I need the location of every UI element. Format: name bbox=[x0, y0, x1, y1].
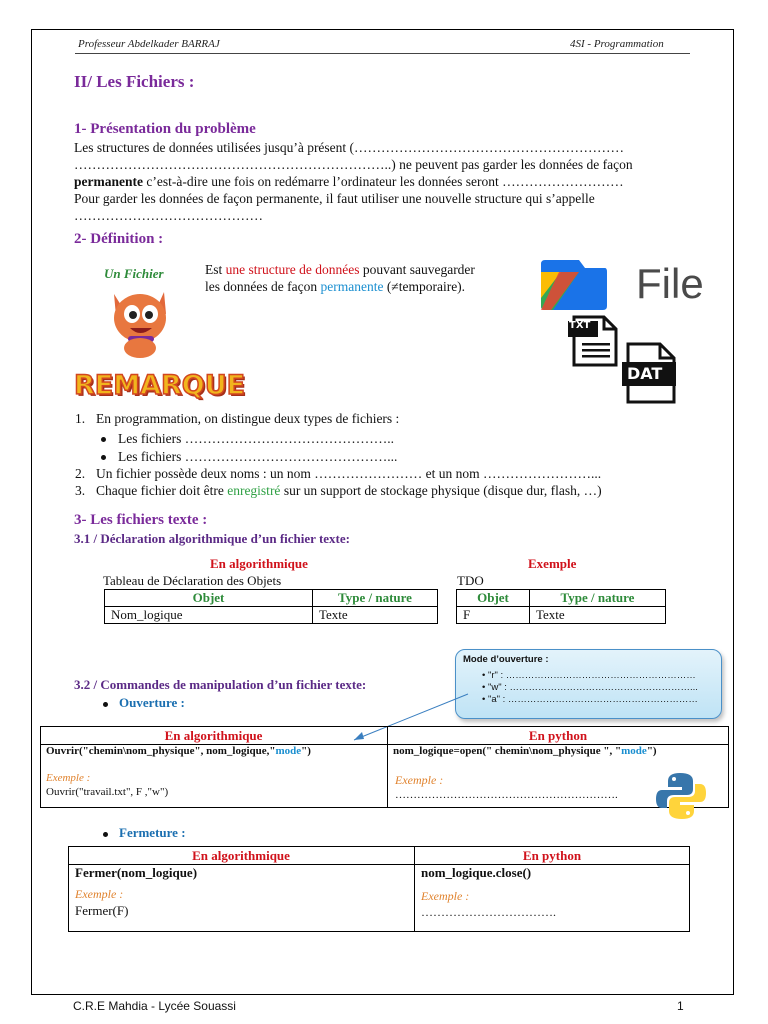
def-end: (≠temporaire). bbox=[383, 279, 466, 294]
bullet-dot bbox=[103, 702, 108, 707]
mode-w: • "w" : …………………………………………………... bbox=[482, 682, 698, 693]
open-py-code bbox=[393, 745, 657, 757]
mode-a-text: "a" : …………………………………………………… bbox=[487, 694, 698, 705]
algo-heading: En algorithmique bbox=[210, 556, 308, 571]
open-algo-post: ") bbox=[301, 745, 311, 757]
close-head-python: En python bbox=[522, 848, 582, 863]
section-title: II/ Les Fichiers : bbox=[74, 72, 195, 91]
tdo-table-example bbox=[456, 589, 666, 624]
s2-title: 2- Définition : bbox=[74, 231, 164, 247]
remark-num-1: 1. bbox=[75, 411, 86, 426]
col-type: Type / nature bbox=[313, 590, 438, 607]
open-py-example: ……………………………………………………. bbox=[395, 789, 618, 801]
col-obj: Objet bbox=[105, 590, 313, 607]
remark-num-2: 2. bbox=[75, 466, 86, 481]
col-obj: Objet bbox=[457, 590, 530, 607]
s1-line-4: Pour garder les données de façon permanente, il faut utiliser une nouvelle structure qui s’appelle bbox=[74, 191, 595, 206]
tdo-long-label: Tableau de Déclaration des Objets bbox=[103, 573, 282, 588]
close-algo-example-label: Exemple : bbox=[75, 887, 124, 901]
cell-type: Texte bbox=[530, 607, 666, 624]
open-head-algo: En algorithmique bbox=[164, 728, 263, 743]
ouverture-label: Ouverture : bbox=[119, 695, 185, 710]
close-py-example: ……………………………. bbox=[421, 905, 556, 919]
files-app-icon bbox=[539, 258, 609, 312]
open-py-pre: nom_logique=open(" chemin\nom_physique ", " bbox=[393, 745, 622, 757]
s1-line-3-text: c’est-à-dire une fois on redémarre l’ordinateur les données seront ……………………… bbox=[142, 174, 624, 189]
open-algo-example-label: Exemple : bbox=[46, 772, 91, 784]
remark-sub-2: Les fichiers ………………………………………... bbox=[118, 449, 398, 464]
bullet-dot bbox=[101, 437, 106, 442]
col-type: Type / nature bbox=[530, 590, 666, 607]
remark-item-1: En programmation, on distingue deux types de fichiers : bbox=[96, 411, 400, 426]
open-algo-mode: mode bbox=[275, 745, 302, 757]
open-py-example-label: Exemple : bbox=[395, 773, 444, 787]
example-heading: Exemple bbox=[528, 556, 577, 571]
cell-type: Texte bbox=[313, 607, 438, 624]
remarque-title: REMARQUE bbox=[74, 370, 246, 401]
s1-bold: permanente bbox=[74, 174, 143, 189]
txt-label: TXT bbox=[569, 320, 591, 331]
bullet-dot bbox=[103, 832, 108, 837]
mascot-image bbox=[104, 282, 176, 360]
remark-3-pre: Chaque fichier doit être bbox=[96, 483, 228, 498]
s1-line-5: …………………………………… bbox=[74, 208, 263, 223]
tdo-table-algo bbox=[104, 589, 438, 624]
remark-item-2: Un fichier possède deux noms : un nom …………………… et un nom ……………………... bbox=[96, 466, 602, 481]
mode-title: Mode d’ouverture : bbox=[463, 654, 549, 665]
remark-item-3 bbox=[96, 482, 602, 499]
definition-text bbox=[205, 261, 535, 295]
def-mid: pouvant sauvegarder bbox=[359, 262, 475, 277]
open-py-mode: mode bbox=[621, 745, 647, 757]
header-course: 4SI - Programmation bbox=[570, 38, 664, 50]
mode-ouverture-callout bbox=[455, 649, 722, 719]
tdo-short-label: TDO bbox=[457, 573, 484, 588]
close-algo-example: Fermer(F) bbox=[75, 903, 129, 918]
open-py-post: ") bbox=[646, 745, 657, 757]
s1-line-3 bbox=[74, 173, 696, 190]
close-algo-code: Fermer(nom_logique) bbox=[75, 865, 198, 880]
remark-sub-1: Les fichiers ……………………………………….. bbox=[118, 431, 394, 446]
s1-title: 1- Présentation du problème bbox=[74, 121, 256, 137]
s32-title: 3.2 / Commandes de manipulation d’un fichier texte: bbox=[74, 677, 367, 692]
header-divider bbox=[75, 53, 690, 54]
s1-paragraph bbox=[74, 139, 696, 224]
file-word-icon: File bbox=[636, 260, 704, 307]
def-l2-pre: les données de façon bbox=[205, 279, 321, 294]
s1-line-1: Les structures de données utilisées jusqu’à présent (…………………………………………………… bbox=[74, 140, 625, 155]
open-algo-code bbox=[46, 745, 311, 757]
cell-obj: F bbox=[457, 607, 530, 624]
close-head-algo: En algorithmique bbox=[192, 848, 290, 863]
def-pre: Est bbox=[205, 262, 226, 277]
def-red: une structure de données bbox=[225, 262, 360, 277]
definition-line-2 bbox=[205, 278, 535, 295]
mode-r-text: "r" : …………………………………………………… bbox=[487, 670, 696, 681]
bullet-dot bbox=[101, 455, 106, 460]
close-py-example-label: Exemple : bbox=[421, 889, 470, 903]
mode-r: • "r" : …………………………………………………… bbox=[482, 670, 696, 681]
s3-title: 3- Les fichiers texte : bbox=[74, 512, 208, 528]
s31-title: 3.1 / Déclaration algorithmique d’un fichier texte: bbox=[74, 531, 350, 546]
remark-num-3: 3. bbox=[75, 483, 86, 498]
remark-3-post: sur un support de stockage physique (disque dur, flash, …) bbox=[280, 483, 602, 498]
def-blue: permanente bbox=[320, 279, 384, 294]
dat-label: DAT bbox=[627, 364, 663, 383]
mode-w-text: "w" : …………………………………………………... bbox=[487, 682, 698, 693]
close-py-code: nom_logique.close() bbox=[421, 865, 532, 880]
header-author: Professeur Abdelkader BARRAJ bbox=[78, 38, 220, 50]
open-head-python: En python bbox=[528, 728, 588, 743]
fermeture-label: Fermeture : bbox=[119, 825, 186, 840]
mascot-label: Un Fichier bbox=[104, 266, 164, 281]
page-number: 1 bbox=[677, 999, 684, 1013]
open-algo-pre: Ouvrir("chemin\nom_physique", nom_logique," bbox=[46, 745, 276, 757]
cell-obj: Nom_logique bbox=[105, 607, 313, 624]
mode-a: • "a" : …………………………………………………… bbox=[482, 694, 698, 705]
s1-line-2: ……………………………………………………………..) ne peuvent pas garder les données de façon bbox=[74, 157, 633, 172]
definition-line-1 bbox=[205, 261, 535, 278]
open-algo-example: Ouvrir("travail.txt", F ,"w") bbox=[46, 786, 169, 798]
footer-school: C.R.E Mahdia - Lycée Souassi bbox=[73, 999, 236, 1013]
python-logo-icon bbox=[654, 771, 708, 821]
remark-3-green: enregistré bbox=[227, 483, 281, 498]
